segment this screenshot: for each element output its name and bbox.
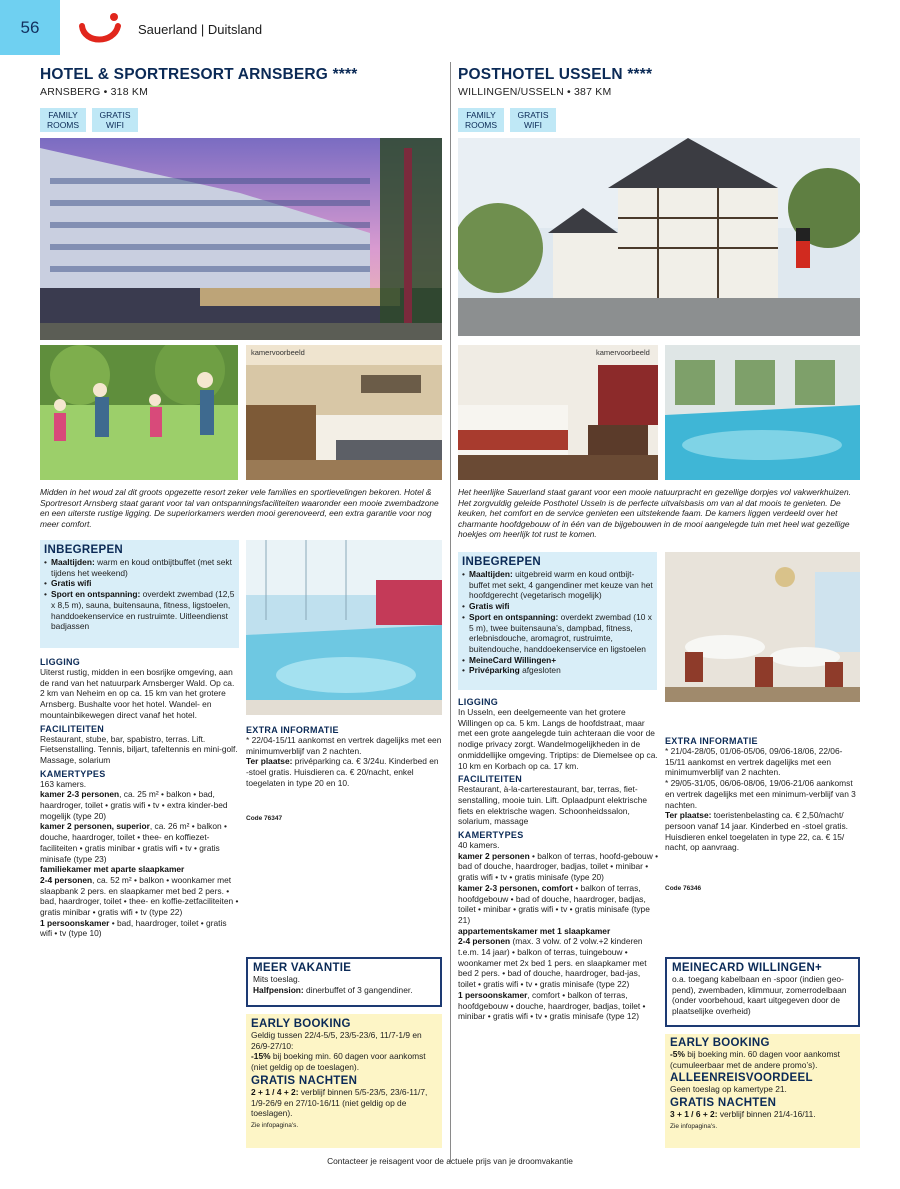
promo-box-right xyxy=(665,1034,860,1148)
included-item: • Sport en ontspanning: overdekt zwembad (12,5 x 8,5 m), sauna, buitensauna, fitness, ligstoelen, handdoekenservice en rustruimte. Uitleendienst badjassen xyxy=(44,589,235,632)
roomtype-item: appartementskamer met 1 slaapkamer xyxy=(458,925,611,936)
early-line: Geldig tussen 22/4-5/5, 23/5-23/6, 11/7-1/9 en 26/9-27/10: xyxy=(251,1030,422,1051)
included-item: • Gratis wifi xyxy=(462,601,653,612)
badge-family-rooms: FAMILY ROOMS xyxy=(40,108,86,132)
extra-title-right: EXTRA INFORMATIE xyxy=(665,736,758,746)
page-header: Sauerland | Duitsland xyxy=(138,22,263,37)
included-item: • Maaltijden: warm en koud ontbijtbuffet (met sekt tijdens het weekend) xyxy=(44,557,235,578)
more-holiday-box xyxy=(246,957,442,1007)
details-right xyxy=(458,694,658,1022)
see-info-left: Zie infopagina's. xyxy=(251,1121,299,1129)
roomtypes-left xyxy=(40,779,239,940)
tui-logo xyxy=(78,10,123,50)
description-left: Midden in het woud zal dit groots opgezette resort zeker vele families en sportievelingen bekoren. Hotel & Sportresort Arnsberg staat garant voor tal van ontspanningsfaciliteiten waaronder een mooie zwembadzone en een uiterste rustige ligging. De superiorkamers werden mooi gerenoveerd, een extra garantie voor nog meer comfort. xyxy=(40,487,439,529)
hotel-title-right: POSTHOTEL USSELN **** xyxy=(458,66,653,83)
included-box-left xyxy=(40,540,239,648)
roomtypes-right xyxy=(458,840,658,1022)
location-title-left: LIGGING xyxy=(40,657,81,667)
single-traveller-title: ALLEENREISVOORDEEL xyxy=(670,1072,813,1085)
extra-line: * 29/05-31/05, 06/06-08/06, 19/06-21/06 aankomst en vertrek dagelijks met een minimum-verblijf van 3 nachten. xyxy=(665,778,856,810)
hotel-title-left: HOTEL & SPORTRESORT ARNSBERG **** xyxy=(40,66,358,83)
page-number: 56 xyxy=(0,0,60,55)
included-item: • Maaltijden: uitgebreid warm en koud ontbijt-buffet met sekt, 4 gangendiner met keuze van het hoofdgerecht (vegetarisch mogelijk) xyxy=(462,569,653,601)
description-right: Het heerlijke Sauerland staat garant voor een mooie natuurpracht en gezellige dorpjes vol vakwerkhuizen. Het zorgvuldig geleide Posthotel Usseln is de perfecte uitvalsbasis om van al dat moois te genieten. De keuken, het comfort en de service genieten een uitstekende faam. De kamers liggen verdeeld over het charmante hoofdgebouw of in één van de bijgebouwen in de mooi aangelegde tuin met heel wat gezellige hoekjes om heerlijk tot rust te komen. xyxy=(458,487,851,540)
extra-info-right xyxy=(665,736,860,853)
roomtype-item: kamer 2 personen, superior, ca. 26 m² • balkon • douche, haardroger, toilet • thee- en koffiezet-faciliteiten • gratis minibar • gratis wifi • tv • gratis minisafe (type 23) xyxy=(40,821,227,864)
see-info-right: Zie infopagina's. xyxy=(670,1122,718,1130)
photo-label-left: kamervoorbeeld xyxy=(251,348,305,357)
pool-photo-arnsberg xyxy=(246,540,442,715)
roomtype-item: familiekamer met aparte slaapkamer xyxy=(40,864,185,875)
roomtype-item: 40 kamers. xyxy=(458,840,500,851)
room-photo-usseln xyxy=(458,345,658,480)
badge-gratis-wifi: GRATIS WIFI xyxy=(510,108,556,132)
included-item: • Sport en ontspanning: overdekt zwembad (10 x 5 m), twee buitensauna’s, dampbad, fitness, erlebnisdouche, aromagrot, rustruimte, buitendouche, handdoekenservice en ligstoelen xyxy=(462,612,653,655)
restaurant-photo-usseln xyxy=(665,552,860,702)
badge-family-rooms: FAMILY ROOMS xyxy=(458,108,504,132)
included-title-right: INBEGREPEN xyxy=(462,556,542,568)
free-nights-title-left: GRATIS NACHTEN xyxy=(251,1074,358,1087)
early-line: -15% bij boeking min. 60 dagen voor aankomst (niet geldig op de toeslagen). xyxy=(251,1051,426,1073)
facilities-title-right: FACILITEITEN xyxy=(458,774,523,785)
roomtype-item: 2-4 personen, ca. 52 m² • balkon • woonkamer met slaapbank 2 pers. en slaapkamer met bed 2 pers. • bad, haardroger, toilet • thee- en koffie-zetfaciliteiten • gratis minibar • gratis wifi • tv (type 22) xyxy=(40,874,239,918)
pool-photo-usseln xyxy=(665,345,860,480)
hotel-photo-usseln xyxy=(458,138,860,336)
more-title: MEER VAKANTIE xyxy=(253,962,352,974)
extra-line: Ter plaatse: privéparking ca. € 3/24u. Kinderbed en -stoel gratis. Huisdieren ca. € 20/nacht, enkel toegelaten in type 20 en 10. xyxy=(246,756,439,788)
roomtype-item: 2-4 personen (max. 3 volw. of 2 volw.+2 kinderen t.e.m. 14 jaar) • balkon of terras, tuingebouw • woonkamer met 2x bed 1 pers. en slaapkamer met bed 2 pers. • bad of douche, haardroger, bad-jas, toilet • gratis wifi • tv • gratis minisafe (type 22) xyxy=(458,936,647,990)
extra-line: * 22/04-15/11 aankomst en vertrek dagelijks met een minimumverblijf van 2 nachten. xyxy=(246,735,442,756)
roomtype-item: kamer 2-3 personen, comfort • balkon of terras, hoofdgebouw • bad of douche, haardroger, badjas, toilet • minibar • gratis wifi • tv • gratis minisafe (type 21) xyxy=(458,882,650,925)
extra-line: * 21/04-28/05, 01/06-05/06, 09/06-18/06, 22/06-15/11 aankomst en vertrek dagelijks met een minimumverblijf van 2 nachten. xyxy=(665,746,843,778)
early-title-right: EARLY BOOKING xyxy=(670,1037,770,1049)
meinecard-title: MEINECARD WILLINGEN+ xyxy=(672,962,823,974)
meinecard-box xyxy=(665,957,860,1027)
code-right: Code 76346 xyxy=(665,885,702,892)
photo-label-right: kamervoorbeeld xyxy=(596,348,650,357)
promo-box-left xyxy=(246,1014,442,1148)
roomtype-item: 1 persoonskamer, comfort • balkon of terras, hoofdgebouw • douche, haardroger, badjas, toilet • minibar • gratis wifi • tv • gratis minisafe (type 12) xyxy=(458,989,646,1022)
location-text-right: In Usseln, een deelgemeente van het grotere Willingen op ca. 5 km. Langs de hoofdstraat, maar met een grote aangelegde tuin achteraan die voor de nodige privacy zorgt. Wandelmogelijkheden in de onmiddellijke omgeving. Triptips: de Diemelsee op ca. 10 km en Korbach op ca. 17 km. xyxy=(458,707,658,771)
badge-gratis-wifi: GRATIS WIFI xyxy=(92,108,138,132)
roomtype-item: kamer 2 personen • balkon of terras, hoofd-gebouw • bad of douche, haardroger, badjas, toilet • minibar • gratis wifi • tv • gratis minisafe (type 20) xyxy=(458,850,658,883)
facilities-title-left: FACILITEITEN xyxy=(40,723,105,734)
included-item: • Privéparking afgesloten xyxy=(462,665,653,676)
single-traveller-text: Geen toeslag op kamertype 21. xyxy=(670,1084,787,1095)
roomtype-item: 163 kamers. xyxy=(40,778,87,789)
roomtypes-title-left: KAMERTYPES xyxy=(40,768,106,779)
page-footer: Contacteer je reisagent voor de actuele prijs van je droomvakantie xyxy=(327,1156,573,1166)
extra-line: Ter plaatse: toeristenbelasting ca. € 2,50/nacht/ persoon vanaf 14 jaar. Kinderbed en -stoel gratis. Huisdieren enkel toegelaten in type 22, ca. € 15/ nacht, op aanvraag. xyxy=(665,810,848,853)
more-line: Halfpension: dinerbuffet of 3 gangendiner. xyxy=(253,984,413,995)
code-left: Code 76347 xyxy=(246,815,283,822)
extra-info-left xyxy=(246,725,442,789)
more-line: Mits toeslag. xyxy=(253,974,301,984)
column-divider xyxy=(450,62,451,1162)
included-title-left: INBEGREPEN xyxy=(44,544,124,556)
hotel-subtitle-left: ARNSBERG • 318 KM xyxy=(40,86,149,98)
details-left xyxy=(40,654,239,939)
meinecard-text: o.a. toegang kabelbaan en -spoor (indien geo-pend), zwembaden, klimmuur, zomerrodelbaan (onder voorbehoud, kaart uitgegeven door de plaatselijke overheid) xyxy=(672,974,847,1017)
early-title-left: EARLY BOOKING xyxy=(251,1018,351,1030)
location-title-right: LIGGING xyxy=(458,697,499,707)
roomtype-item: 1 persoonskamer • bad, haardroger, toilet • gratis wifi • tv (type 10) xyxy=(40,917,227,939)
room-photo-arnsberg xyxy=(246,345,442,480)
facilities-text-left: Restaurant, stube, bar, spabistro, terras. Lift. Fietsenstalling. Tennis, biljart, tafeltennis en mini-golf. Massage, solarium xyxy=(40,733,238,765)
included-item: • Gratis wifi xyxy=(44,578,235,589)
included-box-right xyxy=(458,552,657,690)
free-nights-title-right: GRATIS NACHTEN xyxy=(670,1097,777,1110)
location-text-left: Uiterst rustig, midden in een bosrijke omgeving, aan de rand van het natuurpark Arnsberger Wald. Op ca. 2 km van Neheim en op ca. 15 km van het grotere Arnsberg. Bushalte voor het hotel. Wandel- en mountainbikewegen direct vanaf het hotel. xyxy=(40,667,235,720)
free-nights-right: 3 + 1 / 6 + 2: verblijf binnen 21/4-16/11. xyxy=(670,1109,816,1120)
facilities-text-right: Restaurant, à-la-carterestaurant, bar, terras, fiet-senstalling, mooie tuin. Lift. Oplaadpunt elektrische fiets en elektrische wagen. Schoonheidssalon, solarium, massage xyxy=(458,784,648,827)
roomtype-item: kamer 2-3 personen, ca. 25 m² • balkon • bad, haardroger, toilet • gratis wifi • tv • extra kinder-bed mogelijk (type 20) xyxy=(40,789,228,821)
family-photo xyxy=(40,345,238,480)
hotel-subtitle-right: WILLINGEN/USSELN • 387 KM xyxy=(458,86,612,98)
early-line-right: -5% bij boeking min. 60 dagen voor aankomst (cumuleerbaar met de andere promo’s). xyxy=(670,1049,840,1070)
free-nights-left: 2 + 1 / 4 + 2: verblijf binnen 5/5-23/5, 23/6-11/7, 1/9-26/9 en 27/10-16/11 (niet geldig op de toeslagen). xyxy=(251,1086,428,1119)
included-item: • MeineCard Willingen+ xyxy=(462,655,653,666)
extra-title-left: EXTRA INFORMATIE xyxy=(246,725,339,735)
hotel-photo-arnsberg xyxy=(40,138,442,340)
roomtypes-title-right: KAMERTYPES xyxy=(458,830,524,841)
